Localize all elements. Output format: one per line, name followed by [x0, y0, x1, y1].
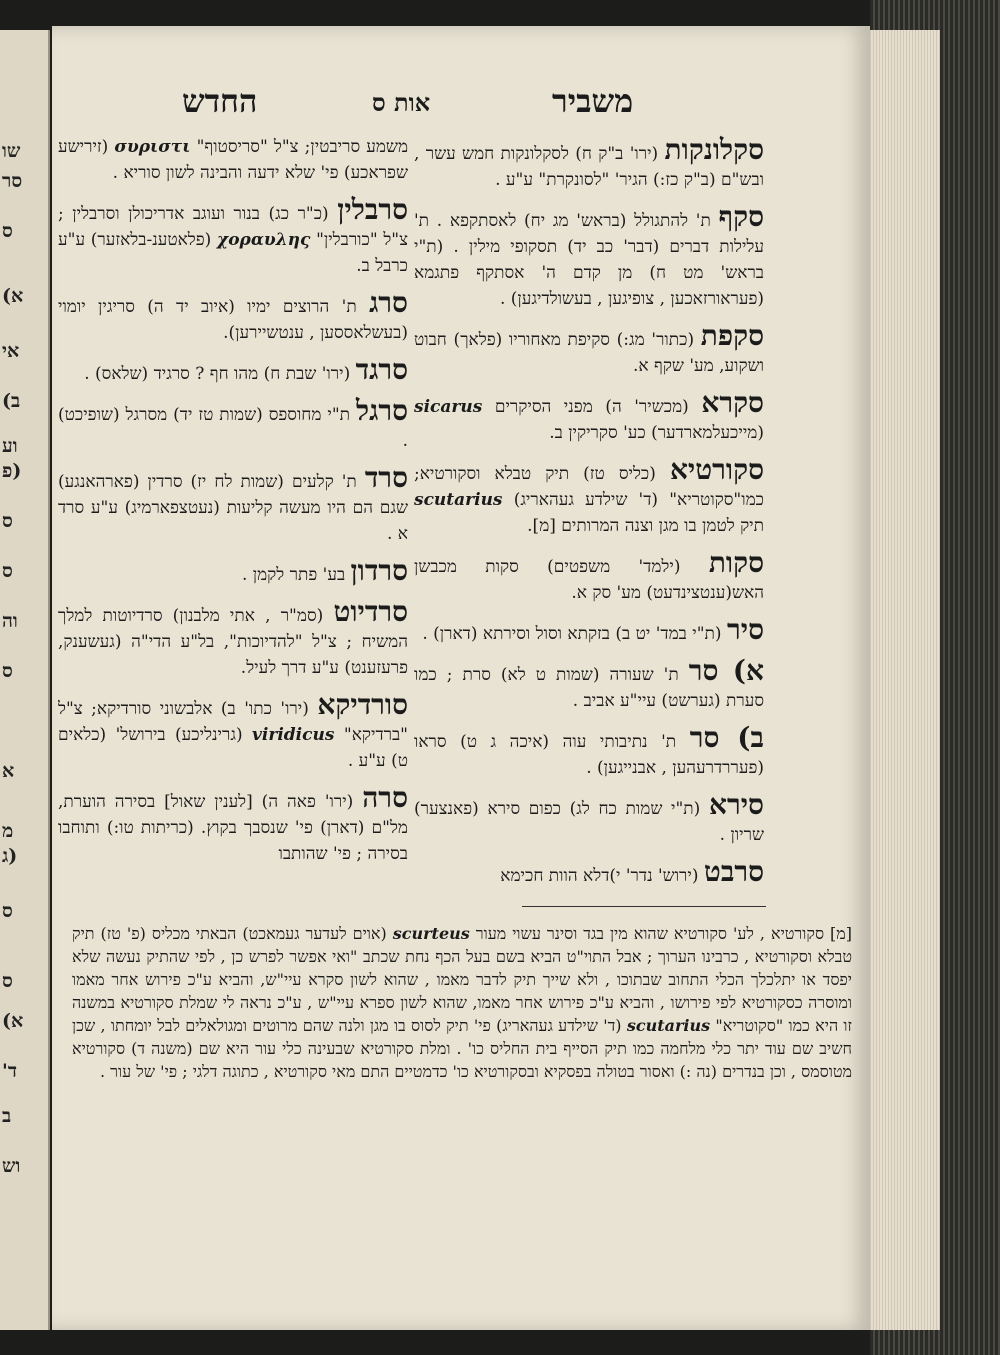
- entry-head: סרדיוט: [333, 595, 408, 628]
- strip-fragment: א: [2, 760, 15, 782]
- strip-fragment: א): [2, 285, 24, 307]
- strip-fragment: א): [2, 1010, 24, 1032]
- entry-latin: συριστι: [114, 137, 191, 157]
- book-page: [52, 26, 870, 1330]
- entry-text: (ת"י שמות כח לג) כפום סירא (פאנצער) שריון .: [414, 799, 764, 845]
- entry-head: סקלונקות: [664, 134, 764, 166]
- entry-text: (ילמד' משפטים) סקות מכבשן האש(ענטצינדעט) מע' סק א.: [414, 557, 764, 603]
- entry-head: סרה: [362, 781, 408, 814]
- dictionary-entry: [414, 789, 764, 848]
- entry-text: (ירוש' נדר' י)דלא הוות חכימא: [500, 866, 699, 886]
- footnote-lead: [מ] סקורטיא , לע' סקורטיא שהוא מין בגד וסינר עשוי מעור: [475, 924, 852, 943]
- footnote-text-2: (ד' שילדע געהאריג) פי' תיק לסוס בו מגן ולנה שהם מרוטים ומגולאלים לבל יומחתו , שכן חשיב שם עוד יתר כלי מלחמה כמו תיק הסייף בית החליס כו' . ומלת סקורטיא שבעינה כלי עור היא שם (משנה ד) סקורטיא מטוסמס , וכן בנדרים (נה :) ואסור בטולה בפסקיא ובסקורטיא כו' כדמטיים התם מאי סקורטיא , כתוגה דלגי ; פי' של עור .: [72, 1016, 852, 1081]
- entry-head: סקף: [718, 200, 764, 233]
- entry-head: סרגד: [355, 353, 408, 386]
- dictionary-entry: [414, 614, 764, 647]
- header-right: משביר: [552, 82, 634, 120]
- entry-head: סורדיקא: [317, 688, 408, 721]
- entry-text: ת' קלעים (שמות לח יז) סרדין (פארהאנגע) שגם הם היו מעשה קליעות (נעטצפארמיג) ע"ע סרד א .: [58, 472, 408, 544]
- dictionary-entry: [58, 596, 408, 681]
- strip-fragment: ס: [2, 510, 13, 532]
- strip-fragment: ס: [2, 660, 13, 682]
- entry-text: (סמ"ר , אתי מלבנון) סרדיוטות למלך המשיח ; צ"ל "להדיוכות", בל"ע הדי"ה (געשענק, פרעזענט) ע"ע דרך לעיל.: [58, 606, 408, 678]
- page-stack-edges: [862, 30, 940, 1330]
- dictionary-entry: [58, 782, 408, 867]
- strip-fragment: וע: [2, 435, 18, 457]
- entry-head: א) סר: [688, 654, 764, 687]
- entry-head: סקרא: [701, 386, 764, 419]
- entry-text: (ת"י במד' יט ב) בזקתא וסול וסירתא (דארן) .: [422, 624, 722, 644]
- entry-text2: (זירישע שפראכע) פי' שלא ידעה והבינה לשון סוריא .: [58, 137, 408, 183]
- dictionary-entry: [58, 555, 408, 588]
- dictionary-entry: [58, 134, 408, 186]
- entry-latin: sicarus: [414, 397, 483, 417]
- entry-text: ת' נתיבותי עוה (איכה ג ט) סראו (פעררדרעהען , אבנייגען) .: [414, 732, 764, 778]
- entry-text: ת"י מחוספס (שמות טז יד) מסרגל (שופיכט) .: [58, 405, 408, 451]
- dictionary-entry: [58, 194, 408, 279]
- entry-text: ת' הרוצים ימיו (איוב יד ה) סריגין יומוי (בעשלאססען , ענטשיירען).: [58, 297, 408, 343]
- dictionary-entry: [414, 547, 764, 606]
- entry-text: ת' שעורה (שמות ט לא) סרת ; כמו סערת (גערשט) עיי"ע אביב .: [414, 665, 764, 711]
- entry-head: סקות: [708, 546, 764, 579]
- entry-head: סיר: [726, 613, 764, 646]
- entry-text2: (מייכעלמארדער) כע' סקריקין ב.: [549, 423, 764, 443]
- entry-head: ב) סר: [689, 721, 764, 754]
- entry-text: משמע סריבטין; צ"ל "סריסטוף": [196, 137, 408, 157]
- strip-fragment: ב): [2, 390, 21, 412]
- dictionary-entry: [414, 655, 764, 714]
- dictionary-entry: [414, 856, 764, 889]
- dictionary-entry: [414, 201, 764, 312]
- left-column: [58, 134, 408, 914]
- dictionary-entry: [414, 134, 764, 193]
- entry-text2: (גרינליכע) בירושל' (כלאים ט) ע"ע .: [58, 725, 408, 771]
- dictionary-entry: [414, 320, 764, 379]
- entry-text2: תיק לטמן בו מגן וצנה המרותים [מ].: [527, 516, 764, 536]
- strip-fragment: ס: [2, 970, 13, 992]
- entry-text: (כ"ר כג) בנור ועוגב אדריכולן וסרבלין ; צ"ל "כורבלין": [58, 204, 408, 250]
- entry-text: (ירו' פאה ה) [לענין שאול] בסירה הוערת, מל"ם (דארן) פי' שנסבך בקוץ. (כריתות טו:) ותוחבו בסירה ; פי' שהותבו: [58, 792, 408, 864]
- strip-fragment: ס: [2, 900, 13, 922]
- strip-fragment: ד': [2, 1060, 17, 1082]
- entry-head: סרדון: [350, 554, 408, 587]
- footnote-latin-2: scutarius: [626, 1016, 711, 1035]
- strip-fragment: וה: [2, 610, 18, 632]
- header-center: אות ס: [372, 88, 431, 117]
- previous-page-strip: [0, 30, 50, 1330]
- dictionary-entry: [58, 354, 408, 387]
- strip-fragment: ס: [2, 560, 13, 582]
- strip-fragment: מ: [2, 820, 14, 842]
- dictionary-entry: [414, 454, 764, 539]
- dictionary-entry: [58, 689, 408, 774]
- strip-fragment: אי: [2, 340, 20, 362]
- entry-text2: (פלאטענ-בלאזער) ע"ע כרבל ב.: [58, 230, 408, 276]
- dictionary-entry: [58, 395, 408, 454]
- entry-text: (מכשיר' ה) מפני הסיקרים: [494, 397, 689, 417]
- dictionary-entry: [414, 387, 764, 446]
- strip-fragment: וש: [2, 1155, 21, 1177]
- entry-head: סרגל: [355, 394, 408, 427]
- footnote-text-1: (אוים לעדער געמאכט) הבאתי מכליס (פ' טז) תיק טבלא וסקורטיא , כרבינו הערוך ; אבל התוי"ט הביא בשם בעל הכף נחת שכתב "ואי אפשר לפרש כן , לפי שהתיק נעשה שלא יפסד או יתלכלך הכלי התחוב שבתוכו , ולא שייך תיק לדבר מאמו , שהוא לשון סקרא עיי"ש, והביא ע"כ פירוש אחר מאמו ומוסרה כסקורטיא לפי פירושו , והביא ע"כ פירוש אחר מאמו, שהוא לשון ספרא עיי"ש , ע"כ נראה לי שמלת סקורטיא במשנה זו היא כמו "סקוטריא": [72, 924, 852, 1035]
- footnote-divider: [522, 906, 766, 907]
- header-left: החדש: [182, 82, 258, 120]
- footnote-latin-1: scurteus: [392, 924, 470, 943]
- running-header: [52, 82, 870, 132]
- strip-fragment: (פ: [2, 460, 22, 482]
- entry-head: סרבט: [703, 855, 764, 888]
- entry-text: (ירו' כתו' ב) אלבשוני סורדיקא; צ"ל "ברדיקא": [58, 699, 408, 745]
- entry-latin: χοραυλης: [217, 230, 311, 250]
- dictionary-entry: [58, 462, 408, 547]
- entry-head: סקפת: [700, 319, 764, 352]
- dictionary-entry: [58, 287, 408, 346]
- strip-fragment: סר: [2, 170, 23, 192]
- entry-text: (ירו' שבת ח) מהו חף ? סרגיד (שלאס) .: [84, 364, 351, 384]
- entry-text: (כליס טז) תיק טבלא וסקורטיא; כמו"סקוטריא" (ד' שילדע געהאריג): [414, 464, 764, 510]
- entry-latin: scutarius: [414, 490, 503, 510]
- entry-head: סקורטיא: [669, 453, 764, 486]
- entry-head: סרג: [369, 286, 408, 319]
- entry-head: סרבלין: [337, 193, 408, 226]
- dictionary-entry: [414, 722, 764, 781]
- entry-head: סירא: [708, 788, 764, 821]
- strip-fragment: שו: [2, 140, 21, 162]
- entry-text: (כתור' מג:) סקיפת מאחוריו (פלאך) חבוט ושקוע, מע' שקף א.: [414, 330, 764, 376]
- entry-text: בע' פתר לקמן .: [241, 565, 346, 585]
- entry-text: ת' להתגולל (בראש' מג יח) לאסתקפא . ת' עלילות דברים (דבר' כב יד) תסקופי מילין . (ת"י בראש' מט ח) מן קדם ה' אסתקף פתגמא (פעראורזאכען , צופיגען , בעשולדיגען) .: [414, 211, 764, 309]
- strip-fragment: (ג: [2, 845, 18, 867]
- strip-fragment: ב: [2, 1105, 12, 1127]
- right-column: [414, 134, 764, 914]
- entry-latin: viridicus: [252, 725, 335, 745]
- footnote: [72, 922, 852, 1322]
- entry-text: (ירו' ב"ק ח) לסקלונקות חמש עשר , ובש"ם (ב"ק כז:) הגיר' "לסונקרת" ע"ע .: [414, 144, 764, 190]
- strip-fragment: ס: [2, 220, 13, 242]
- entry-head: סרד: [364, 461, 408, 494]
